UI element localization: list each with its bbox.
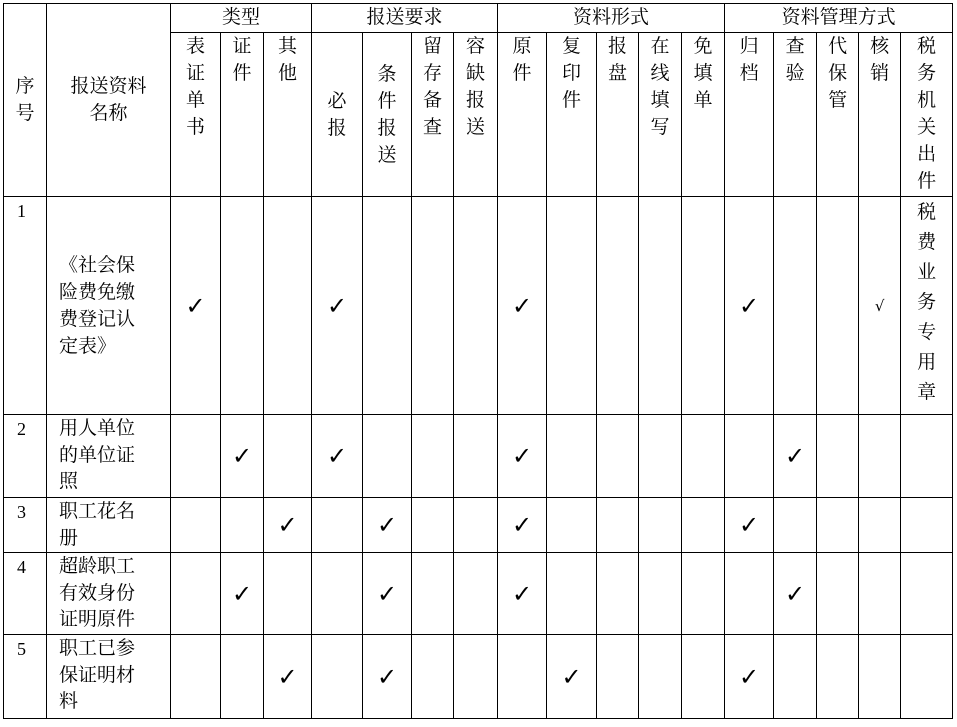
col-header-tax-office-issue	[901, 33, 953, 197]
retain-for-check-cell	[412, 553, 454, 635]
col-header-label: 核销	[870, 36, 890, 84]
disk-submit-cell	[597, 635, 639, 719]
col-header-label: 在线填写	[650, 36, 670, 138]
deferred-submit-cell	[454, 197, 498, 415]
inspect-cell: ✓	[774, 415, 817, 498]
required-cell: ✓	[312, 197, 363, 415]
conditional-cell: ✓	[363, 553, 412, 635]
col-header-retain-for-check	[412, 33, 454, 197]
col-header-inspect	[774, 33, 817, 197]
type-certificate-cell: ✓	[221, 415, 264, 498]
online-fill-cell	[639, 635, 682, 719]
disk-submit-cell	[597, 197, 639, 415]
col-header-label: 容缺报送	[466, 36, 486, 138]
disk-submit-cell	[597, 553, 639, 635]
name-header-label: 报送资料名称	[70, 76, 147, 124]
original-cell	[498, 635, 547, 719]
col-header-label: 免填单	[693, 36, 713, 111]
disk-submit-cell	[597, 498, 639, 553]
name-header	[47, 4, 171, 197]
disk-submit-cell	[597, 415, 639, 498]
col-header-form-document	[171, 33, 221, 197]
seq-header	[4, 4, 47, 197]
type-form-cell	[171, 415, 221, 498]
no-form-cell	[682, 415, 725, 498]
col-header-write-off	[859, 33, 901, 197]
required-cell: ✓	[312, 415, 363, 498]
material-name: 职工花名册	[59, 501, 136, 549]
write-off-cell	[859, 553, 901, 635]
deferred-submit-cell	[454, 553, 498, 635]
type-form-cell	[171, 498, 221, 553]
material-name-cell	[47, 415, 171, 498]
material-name-cell	[47, 197, 171, 415]
tax-office-issue-text: 税费业务专用章	[917, 202, 937, 403]
conditional-cell: ✓	[363, 635, 412, 719]
col-header-archive	[725, 33, 774, 197]
group-header-material-form: 资料形式	[498, 4, 725, 33]
custody-cell	[817, 553, 859, 635]
no-form-cell	[682, 635, 725, 719]
archive-cell	[725, 415, 774, 498]
copy-cell	[547, 415, 597, 498]
col-header-label: 留存备查	[423, 36, 443, 138]
type-certificate-cell	[221, 197, 264, 415]
type-form-cell	[171, 635, 221, 719]
tax-office-issue-cell	[901, 553, 953, 635]
type-other-cell: ✓	[264, 498, 312, 553]
no-form-cell	[682, 553, 725, 635]
col-header-label: 条件报送	[377, 63, 397, 166]
copy-cell: ✓	[547, 635, 597, 719]
original-cell: ✓	[498, 415, 547, 498]
material-name: 《社会保险费免缴费登记认定表》	[59, 254, 136, 357]
col-header-label: 报盘	[608, 36, 628, 84]
col-header-label: 归档	[739, 36, 759, 84]
write-off-cell	[859, 415, 901, 498]
online-fill-cell	[639, 553, 682, 635]
group-header-submission-requirement: 报送要求	[312, 4, 498, 33]
col-header-label: 查验	[785, 36, 805, 84]
archive-cell: ✓	[725, 197, 774, 415]
original-cell: ✓	[498, 498, 547, 553]
custody-cell	[817, 635, 859, 719]
table-row	[4, 197, 953, 415]
archive-cell: ✓	[725, 498, 774, 553]
retain-for-check-cell	[412, 415, 454, 498]
seq-header-label: 序号	[15, 76, 35, 124]
table-row	[4, 415, 953, 498]
col-header-other	[264, 33, 312, 197]
retain-for-check-cell	[412, 197, 454, 415]
online-fill-cell	[639, 415, 682, 498]
copy-cell	[547, 197, 597, 415]
type-certificate-cell: ✓	[221, 553, 264, 635]
tax-office-issue-cell	[901, 197, 953, 415]
inspect-cell	[774, 498, 817, 553]
tax-office-issue-cell	[901, 635, 953, 719]
material-name: 用人单位的单位证照	[59, 418, 136, 492]
material-name-cell	[47, 635, 171, 719]
write-off-cell: √	[859, 197, 901, 415]
conditional-cell: ✓	[363, 498, 412, 553]
custody-cell	[817, 415, 859, 498]
conditional-cell	[363, 197, 412, 415]
inspect-cell	[774, 197, 817, 415]
row-number: 2	[4, 415, 47, 498]
inspect-cell: ✓	[774, 553, 817, 635]
material-name-cell	[47, 553, 171, 635]
material-name: 职工已参保证明材料	[59, 638, 136, 712]
online-fill-cell	[639, 197, 682, 415]
col-header-label: 其他	[278, 36, 298, 84]
type-form-cell: ✓	[171, 197, 221, 415]
custody-cell	[817, 197, 859, 415]
write-off-cell	[859, 635, 901, 719]
custody-cell	[817, 498, 859, 553]
table-row	[4, 635, 953, 719]
submission-materials-table	[3, 3, 953, 719]
col-header-certificate	[221, 33, 264, 197]
required-cell	[312, 553, 363, 635]
row-number: 5	[4, 635, 47, 719]
row-number: 1	[4, 197, 47, 415]
col-header-label: 代保管	[828, 36, 848, 111]
archive-cell	[725, 553, 774, 635]
type-form-cell	[171, 553, 221, 635]
col-header-conditional	[363, 33, 412, 197]
material-name: 超龄职工有效身份证明原件	[59, 556, 136, 630]
table-row	[4, 498, 953, 553]
type-other-cell	[264, 415, 312, 498]
original-cell: ✓	[498, 553, 547, 635]
col-header-label: 原件	[512, 36, 532, 84]
online-fill-cell	[639, 498, 682, 553]
col-header-deferred-submit	[454, 33, 498, 197]
col-header-label: 复印件	[562, 36, 582, 111]
col-header-online-fill	[639, 33, 682, 197]
type-certificate-cell	[221, 635, 264, 719]
group-header-management-method: 资料管理方式	[725, 4, 953, 33]
original-cell: ✓	[498, 197, 547, 415]
type-other-cell	[264, 553, 312, 635]
col-header-no-form	[682, 33, 725, 197]
table-row	[4, 553, 953, 635]
tax-office-issue-cell	[901, 498, 953, 553]
col-header-original	[498, 33, 547, 197]
type-other-cell	[264, 197, 312, 415]
type-other-cell: ✓	[264, 635, 312, 719]
deferred-submit-cell	[454, 635, 498, 719]
col-header-label: 证件	[232, 36, 252, 84]
copy-cell	[547, 553, 597, 635]
no-form-cell	[682, 197, 725, 415]
conditional-cell	[363, 415, 412, 498]
row-number: 3	[4, 498, 47, 553]
retain-for-check-cell	[412, 635, 454, 719]
col-header-label: 必报	[327, 90, 347, 139]
col-header-copy	[547, 33, 597, 197]
col-header-disk-submit	[597, 33, 639, 197]
material-name-cell	[47, 498, 171, 553]
tax-office-issue-cell	[901, 415, 953, 498]
col-header-required	[312, 33, 363, 197]
type-certificate-cell	[221, 498, 264, 553]
copy-cell	[547, 498, 597, 553]
group-header-type: 类型	[171, 4, 312, 33]
row-number: 4	[4, 553, 47, 635]
col-header-custody	[817, 33, 859, 197]
archive-cell: ✓	[725, 635, 774, 719]
inspect-cell	[774, 635, 817, 719]
required-cell	[312, 498, 363, 553]
col-header-label: 表证单书	[185, 36, 205, 138]
header-group-row	[4, 4, 953, 33]
retain-for-check-cell	[412, 498, 454, 553]
required-cell	[312, 635, 363, 719]
no-form-cell	[682, 498, 725, 553]
deferred-submit-cell	[454, 498, 498, 553]
deferred-submit-cell	[454, 415, 498, 498]
write-off-cell	[859, 498, 901, 553]
col-header-label: 税务机关出件	[917, 36, 937, 192]
